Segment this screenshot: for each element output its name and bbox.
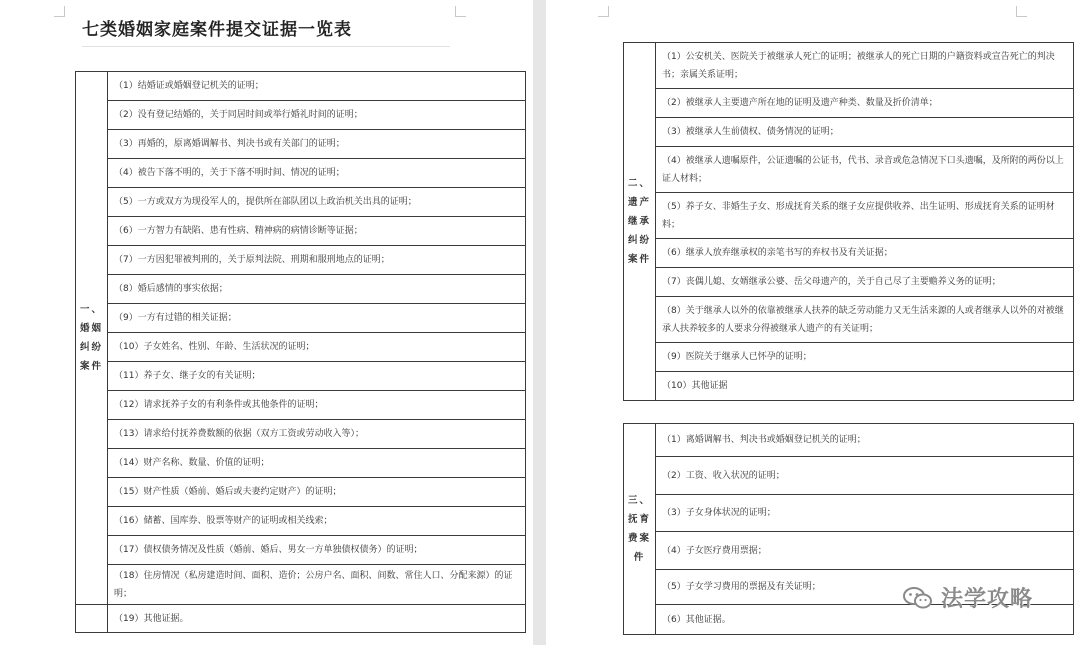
document-page-left xyxy=(0,0,533,645)
table-row: （2）被继承人主要遗产所在地的证明及遗产种类、数量及折价清单； xyxy=(656,89,1074,118)
table-row: （6）其他证据。 xyxy=(656,605,1074,635)
category-cell: 二、遗产继承纠纷案件 xyxy=(624,43,656,401)
table-row: （4）被继承人遗嘱原件，公证遗嘱的公证书，代书、录音或危急情况下口头遗嘱，及所附的两份以上证人材料； xyxy=(656,147,1074,193)
table-row: （3）再婚的，原离婚调解书、判决书或有关部门的证明； xyxy=(108,130,526,159)
table-body xyxy=(624,43,1074,401)
page-corner-mark xyxy=(455,6,466,17)
table-row: （17）债权债务情况及性质（婚前、婚后、男女一方单独债权债务）的证明； xyxy=(108,536,526,565)
table-row: （14）财产名称、数量、价值的证明； xyxy=(108,449,526,478)
table-row: （11）养子女、继子女的有关证明； xyxy=(108,362,526,391)
table-row: （2）工资、收入状况的证明； xyxy=(656,457,1074,495)
evidence-table-inheritance xyxy=(623,42,1074,401)
table-row: （8）关于继承人以外的依靠被继承人扶养的缺乏劳动能力又无生活来源的人或者继承人以外的对被继承人扶养较多的人要求分得被继承人遗产的有关证明； xyxy=(656,297,1074,343)
page-corner-mark xyxy=(598,6,609,17)
watermark xyxy=(903,582,1033,613)
table-row: （15）财产性质（婚前、婚后或夫妻约定财产）的证明； xyxy=(108,478,526,507)
table-row: （6）继承人放弃继承权的亲笔书写的弃权书及有关证据； xyxy=(656,239,1074,268)
table-row: （18）住房情况（私房建造时间、面积、造价；公房户名、面积、间数、常住人口、分配来源）的证明； xyxy=(108,565,526,605)
category-cell: 一、婚姻纠纷案件 xyxy=(76,72,108,605)
category-cell: 三、抚育费案件 xyxy=(624,424,656,635)
table-row: （3）被继承人生前债权、债务情况的证明； xyxy=(656,118,1074,147)
table-row: （10）子女姓名、性别、年龄、生活状况的证明； xyxy=(108,333,526,362)
page-corner-mark xyxy=(1016,6,1027,17)
table-row: （19）其他证据。 xyxy=(108,605,526,633)
table-row: （10）其他证据 xyxy=(656,372,1074,401)
table-row: （5）子女学习费用的票据及有关证明； xyxy=(656,570,1074,605)
title-underline xyxy=(82,46,450,47)
table-row: （9）医院关于继承人已怀孕的证明； xyxy=(656,343,1074,372)
table-row: （9）一方有过错的相关证据； xyxy=(108,304,526,333)
table-row: （1）离婚调解书、判决书或婚姻登记机关的证明； xyxy=(656,424,1074,457)
table-row: （12）请求抚养子女的有利条件或其他条件的证明； xyxy=(108,391,526,420)
evidence-table-marriage xyxy=(75,71,526,633)
table-row: （13）请求给付抚养费数额的依据（双方工资或劳动收入等）； xyxy=(108,420,526,449)
category-cell-empty xyxy=(76,605,108,633)
table-row: （7）丧偶儿媳、女婿继承公婆、岳父母遗产的，关于自己尽了主要赡养义务的证明； xyxy=(656,268,1074,297)
wechat-icon xyxy=(903,586,933,610)
document-title: 七类婚姻家庭案件提交证据一览表 xyxy=(82,20,352,40)
page-corner-mark xyxy=(54,6,65,17)
table-row: （6）一方智力有缺陷、患有性病、精神病的病情诊断等证据； xyxy=(108,217,526,246)
table-row: （5）养子女、非婚生子女、形成抚育关系的继子女应提供收养、出生证明、形成抚育关系的证明材料； xyxy=(656,193,1074,239)
table-row: （1）公安机关、医院关于被继承人死亡的证明；被继承人的死亡日期的户籍资料或宣告死亡的判决书；亲属关系证明； xyxy=(656,43,1074,89)
table-row: （4）被告下落不明的，关于下落不明时间、情况的证明； xyxy=(108,159,526,188)
table-row: （4）子女医疗费用票据； xyxy=(656,532,1074,570)
table-row: （16）储蓄、国库券、股票等财产的证明或相关线索； xyxy=(108,507,526,536)
table-row: （1）结婚证或婚姻登记机关的证明； xyxy=(108,72,526,101)
table-row: （7）一方因犯罪被判刑的，关于原判法院、刑期和服刑地点的证明； xyxy=(108,246,526,275)
table-body xyxy=(76,72,526,633)
table-row: （8）婚后感情的事实依据； xyxy=(108,275,526,304)
table-row: （2）没有登记结婚的，关于同居时间或举行婚礼时间的证明； xyxy=(108,101,526,130)
table-row: （3）子女身体状况的证明； xyxy=(656,495,1074,532)
watermark-text: 法学攻略 xyxy=(941,587,1034,612)
table-row: （5）一方或双方为现役军人的，提供所在部队团以上政治机关出具的证明； xyxy=(108,188,526,217)
